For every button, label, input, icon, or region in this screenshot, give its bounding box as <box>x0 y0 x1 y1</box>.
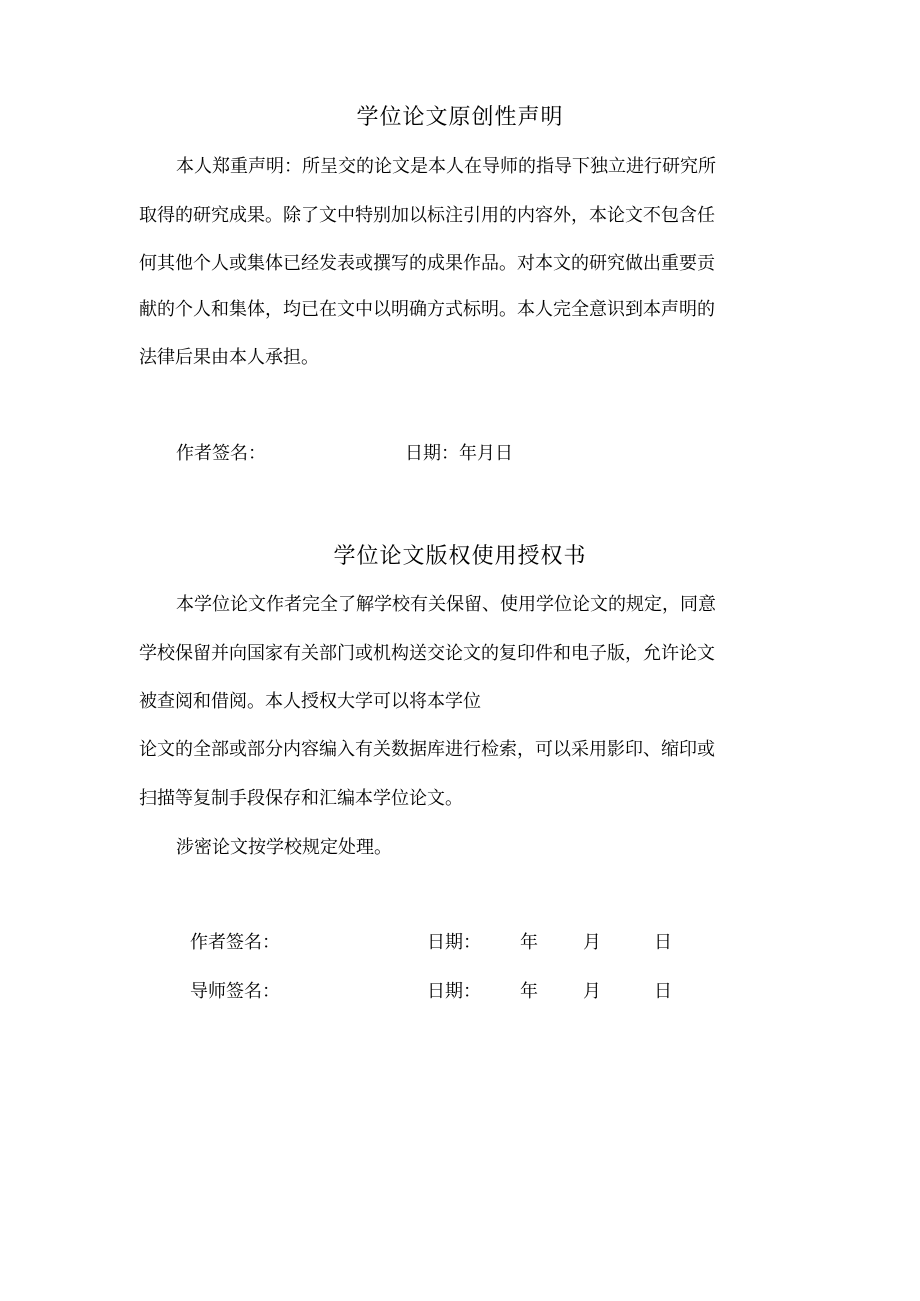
copyright-line-4: 论文的全部或部分内容编入有关数据库进行检索，可以采用影印、缩印或 <box>139 739 715 760</box>
copyright-title: 学位论文版权使用授权书 <box>333 544 587 569</box>
copyright-line-3: 被查阅和借阅。本人授权大学可以将本学位 <box>139 691 481 712</box>
originality-line-1: 本人郑重声明：所呈交的论文是本人在导师的指导下独立进行研究所 <box>176 156 716 177</box>
copyright-supervisor-date-label: 日期： <box>427 981 481 1002</box>
copyright-line-5: 扫描等复制手段保存和汇编本学位论文。 <box>139 788 463 809</box>
copyright-line-2: 学校保留并向国家有关部门或机构送交论文的复印件和电子版，允许论文 <box>139 643 715 664</box>
copyright-supervisor-sign-label: 导师签名： <box>190 981 280 1002</box>
copyright-author-day-label: 日 <box>654 932 672 953</box>
copyright-line-1: 本学位论文作者完全了解学校有关保留、使用学位论文的规定，同意 <box>176 594 716 615</box>
originality-title: 学位论文原创性声明 <box>356 105 564 130</box>
originality-line-4: 献的个人和集体，均已在文中以明确方式标明。本人完全意识到本声明的 <box>139 299 715 320</box>
copyright-author-date-label: 日期： <box>427 932 481 953</box>
copyright-supervisor-year-label: 年 <box>520 981 538 1002</box>
originality-author-sign-label: 作者签名： <box>176 443 266 464</box>
copyright-author-month-label: 月 <box>583 932 601 953</box>
originality-date-label: 日期：年月日 <box>405 443 513 464</box>
copyright-supervisor-month-label: 月 <box>583 981 601 1002</box>
copyright-author-year-label: 年 <box>520 932 538 953</box>
originality-line-2: 取得的研究成果。除了文中特别加以标注引用的内容外，本论文不包含任 <box>139 205 715 226</box>
copyright-secret-line: 涉密论文按学校规定处理。 <box>176 837 392 858</box>
originality-line-3: 何其他个人或集体已经发表或撰写的成果作品。对本文的研究做出重要贡 <box>139 253 715 274</box>
originality-line-5: 法律后果由本人承担。 <box>139 347 319 368</box>
copyright-supervisor-day-label: 日 <box>654 981 672 1002</box>
copyright-author-sign-label: 作者签名： <box>190 932 280 953</box>
